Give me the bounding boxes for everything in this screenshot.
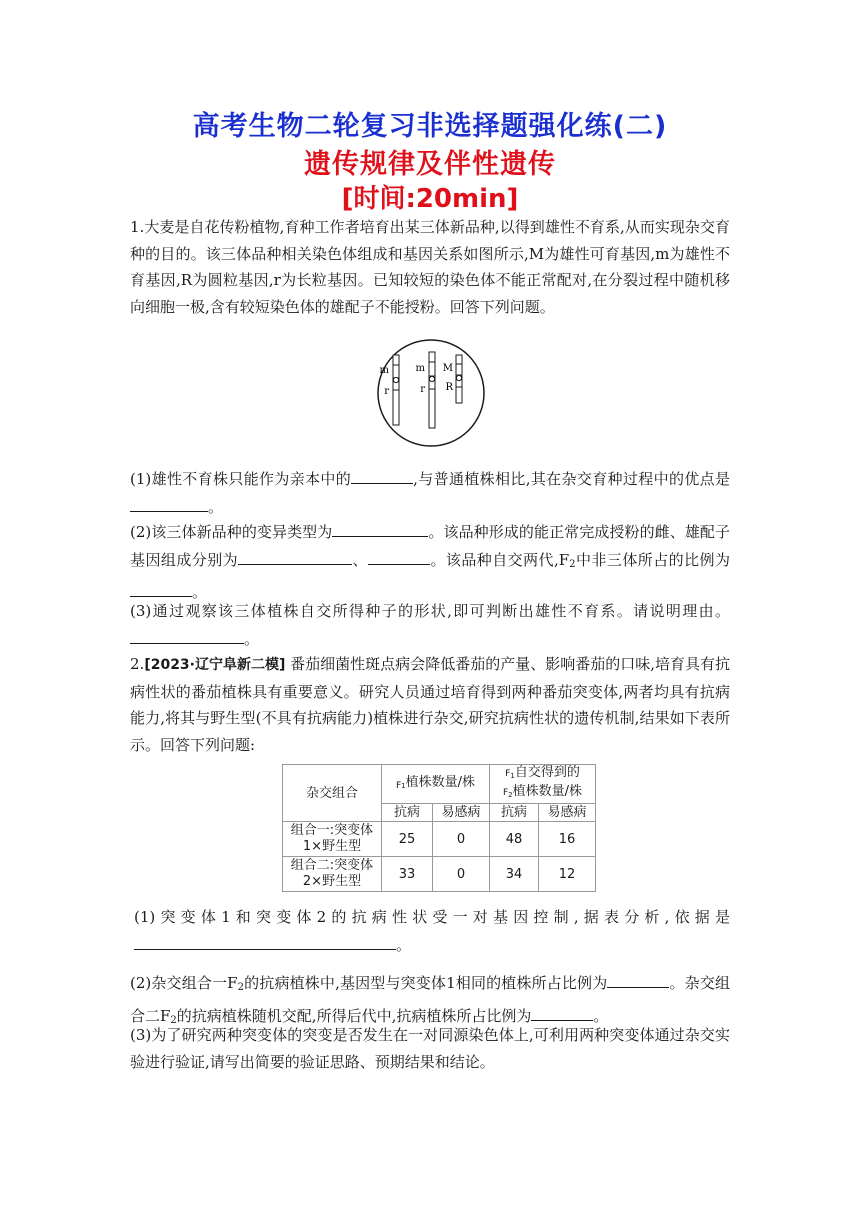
q2-part3: (3)为了研究两种突变体的突变是否发生在一对同源染色体上,可利用两种突变体通过杂交实验进行验证,请写出简要的验证思路、预期结果和结论。 xyxy=(130,1026,730,1071)
chromosome-diagram xyxy=(372,338,490,448)
table-header: $F_1$自交得到的 $F_2$植株数量/株 xyxy=(490,765,596,804)
q2-part2: (2)杂交组合一$F_2$的抗病植株中,基因型与突变体1相同的植株所占比例为 。杂交组合二$F_2$的抗病植株随机交配,所得后代中,抗病植株所占比例为 。 xyxy=(130,969,730,1034)
table-cell: 0 xyxy=(433,857,490,892)
gene-label-m-1: m xyxy=(379,365,389,376)
table-cell: 34 xyxy=(490,857,539,892)
centromere-1 xyxy=(393,377,398,382)
gene-label-M: M xyxy=(442,363,453,374)
table-header: $_{F1}$植株数量/株 xyxy=(382,765,490,804)
source-tag: [2023·辽宁阜新二模] xyxy=(144,657,286,673)
q1-part3: (3)通过观察该三体植株自交所得种子的形状,即可判断出雄性不育系。请说明理由。。 xyxy=(130,602,730,648)
doc-subtitle: 遗传规律及伴性遗传 xyxy=(304,149,556,180)
centromere-3 xyxy=(456,375,461,380)
table-header: 抗病 xyxy=(382,804,433,822)
gene-label-R: R xyxy=(445,382,453,393)
table-header: 抗病 xyxy=(490,804,539,822)
table-header: 易感病 xyxy=(539,804,596,822)
time-limit: [时间:20min] xyxy=(341,184,519,214)
table-row xyxy=(283,822,596,857)
results-table xyxy=(282,764,596,892)
q2-part1: (1)突变体1和突变体2的抗病性状受一对基因控制,据表分析,依据是。 xyxy=(134,908,730,954)
gene-label-r-1: r xyxy=(384,386,389,397)
answer-blank[interactable] xyxy=(130,493,208,512)
q1-part2: (2)该三体新品种的变异类型为 。该品种形成的能正常完成授粉的雌、雄配子基因组成分别为 、 。该品种自交两代$,F_2$中非三体所占的比例为。 xyxy=(130,518,730,606)
centromere-2 xyxy=(429,376,434,381)
doc-title: 高考生物二轮复习非选择题强化练(二) xyxy=(192,111,668,142)
answer-blank[interactable] xyxy=(607,969,669,988)
q1-stem: 1.大麦是自花传粉植物,育种工作者培育出某三体新品种,以得到雄性不育系,从而实现杂交育种的目的。该三体品种相关染色体组成和基因关系如图所示,M为雄性可育基因,m为雄性不育基因,R为圆粒基因,r为长粒基因。已知较短的染色体不能正常配对,在分裂过程中随机移向细胞一极,含有较短染色体的雄配子不能授粉。回答下列问题。 xyxy=(130,218,730,316)
table-cell: 组合一:突变体 1×野生型 xyxy=(283,822,382,857)
table-cell: 33 xyxy=(382,857,433,892)
answer-blank[interactable] xyxy=(332,518,428,537)
table-cell: 48 xyxy=(490,822,539,857)
chromosome-2 xyxy=(429,352,435,428)
q2-stem: 2.[2023·辽宁阜新二模] 番茄细菌性斑点病会降低番茄的产量、影响番茄的口味,培育具有抗病性状的番茄植株具有重要意义。研究人员通过培育得到两种番茄突变体,两者均具有抗病能力,将其与野生型(不具有抗病能力)植株进行杂交,研究抗病性状的遗传机制,结果如下表所示。回答下列问题: xyxy=(130,655,730,754)
table-header: 易感病 xyxy=(433,804,490,822)
answer-blank[interactable] xyxy=(238,546,352,565)
table-cell: 12 xyxy=(539,857,596,892)
table-header: 杂交组合 xyxy=(283,765,382,822)
answer-blank[interactable] xyxy=(368,546,430,565)
table-row xyxy=(283,857,596,892)
gene-label-r-2: r xyxy=(420,384,425,395)
table-cell: 25 xyxy=(382,822,433,857)
table-cell: 组合二:突变体 2×野生型 xyxy=(283,857,382,892)
answer-blank[interactable] xyxy=(531,1002,593,1021)
answer-blank[interactable] xyxy=(134,931,396,950)
table-cell: 16 xyxy=(539,822,596,857)
answer-blank[interactable] xyxy=(351,465,413,484)
table-cell: 0 xyxy=(433,822,490,857)
answer-blank[interactable] xyxy=(130,625,244,644)
gene-label-m-2: m xyxy=(415,363,425,374)
q1-part1: (1)雄性不育株只能作为亲本中的 ,与普通植株相比,其在杂交育种过程中的优点是。 xyxy=(130,465,730,520)
answer-blank[interactable] xyxy=(130,578,192,597)
